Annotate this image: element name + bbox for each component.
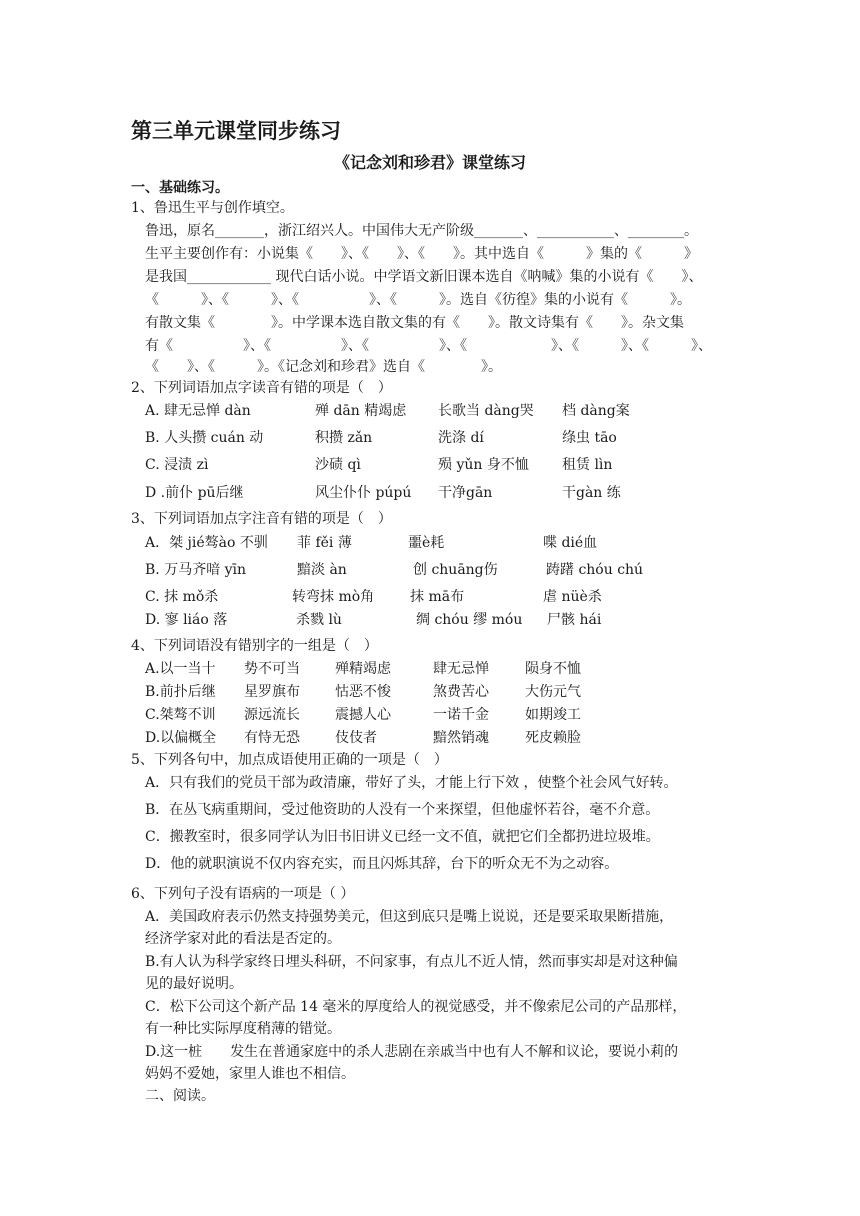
option-cell: 陨身不恤 xyxy=(525,661,581,677)
option-cell: 创 chuāng伤 xyxy=(413,562,498,578)
question-1-line: 生平主要创作有：小说集《 》、《 》、《 》。其中选自《 》集的《 》 xyxy=(145,246,698,262)
option-cell: 煞费苦心 xyxy=(433,684,489,700)
option-cell: 怙恶不悛 xyxy=(335,684,391,700)
question-6-line: 经济学家对此的看法是否定的。 xyxy=(145,931,341,947)
option-cell: 死皮赖脸 xyxy=(525,730,581,746)
option-cell: 黯然销魂 xyxy=(433,730,489,746)
option-cell: 杀戮 lù xyxy=(296,612,342,628)
question-1-line: 是我国____________ 现代白话小说。中学语文新旧课本选自《呐喊》集的小说有《 》、 xyxy=(145,269,703,285)
option-cell: 洗涤 dí xyxy=(438,430,484,446)
page-subtitle: 《记念刘和珍君》课堂练习 xyxy=(333,153,526,172)
option-cell: 殚精竭虑 xyxy=(335,661,391,677)
option-cell: 黯淡 àn xyxy=(297,562,347,578)
option-cell: 绦虫 tāo xyxy=(562,430,617,446)
option-cell: 源远流长 xyxy=(244,707,300,723)
question-5-option: C．搬教室时，很多同学认为旧书旧讲义已经一文不值，就把它们全都扔进垃圾堆。 xyxy=(145,829,660,845)
option-cell: C. 抹 mǒ杀 xyxy=(145,589,219,605)
option-cell: 星罗旗布 xyxy=(244,684,300,700)
option-cell: 踌躇 chóu chú xyxy=(546,562,644,578)
option-cell: A. 肆无忌惮 dàn xyxy=(145,403,251,419)
option-cell: D .前仆 pū后继 xyxy=(145,485,244,501)
section-heading-reading: 二、阅读。 xyxy=(145,1088,215,1104)
option-cell: D. 寥 liáo 落 xyxy=(145,612,228,628)
option-cell: 尸骸 hái xyxy=(547,612,602,628)
question-6-line: 有一种比实际厚度稍薄的错觉。 xyxy=(145,1021,341,1037)
option-cell: 殚 dān 精竭虑 xyxy=(315,403,407,419)
option-cell: B. 人头攒 cuán 动 xyxy=(145,430,264,446)
question-3-stem: 3、下列词语加点字注音有错的项是（ ） xyxy=(131,511,392,527)
option-cell: 喋 dié血 xyxy=(543,535,598,551)
option-cell: C. 浸渍 zì xyxy=(145,457,209,473)
option-cell: 沙碛 qì xyxy=(315,457,361,473)
question-1-line: 有《 》、《 》、《 》、《 》、《 》、《 》、 xyxy=(145,338,712,354)
option-cell: A.以一当十 xyxy=(145,661,216,677)
question-1-line: 有散文集《 》。中学课本选自散文集的有《 》。散文诗集有《 》。杂文集 xyxy=(145,315,684,331)
question-1-line: 鲁迅，原名_______，浙江绍兴人。中国伟大无产阶级_______、___________、________。 xyxy=(145,223,698,239)
option-cell: B.前扑后继 xyxy=(145,684,216,700)
option-cell: 一诺千金 xyxy=(433,707,489,723)
option-cell: 大伤元气 xyxy=(525,684,581,700)
option-cell: 长歌当 dàng哭 xyxy=(438,403,534,419)
option-cell: 档 dàng案 xyxy=(562,403,630,419)
option-cell: 噩è耗 xyxy=(408,535,445,551)
question-6-line: D.这一桩 发生在普通家庭中的杀人悲剧在亲戚当中也有人不解和议论，要说小莉的 xyxy=(145,1044,679,1060)
option-cell: 势不可当 xyxy=(244,661,300,677)
section-heading-basic: 一、基础练习。 xyxy=(131,180,229,196)
question-6-line: 见的最好说明。 xyxy=(145,976,243,992)
option-cell: 干gàn 练 xyxy=(562,485,621,501)
option-cell: 租赁 lìn xyxy=(562,457,613,473)
question-6-stem: 6、下列句子没有语病的一项是（ ） xyxy=(131,886,355,902)
option-cell: 转弯抹 mò角 xyxy=(292,589,375,605)
question-1-stem: 1、鲁迅生平与创作填空。 xyxy=(131,200,294,216)
option-cell: C.桀骜不训 xyxy=(145,707,216,723)
option-cell: 有恃无恐 xyxy=(244,730,300,746)
option-cell: 如期竣工 xyxy=(525,707,581,723)
option-cell: 虐 nüè杀 xyxy=(543,589,602,605)
option-cell: 殒 yǔn 身不恤 xyxy=(438,457,529,473)
option-cell: D.以偏概全 xyxy=(145,730,217,746)
option-cell: 绸 chóu 缪 móu xyxy=(416,612,523,628)
page-title: 第三单元课堂同步练习 xyxy=(131,119,341,143)
option-cell: 干净gān xyxy=(438,485,493,501)
option-cell: 风尘仆仆 púpú xyxy=(315,485,412,501)
question-1-line: 《 》、《 》、《 》、《 》。选自《彷徨》集的小说有《 》。 xyxy=(145,292,691,308)
option-cell: 抹 mā布 xyxy=(410,589,465,605)
option-cell: 肆无忌惮 xyxy=(433,661,489,677)
question-5-stem: 5、下列各句中，加点成语使用正确的一项是（ ） xyxy=(131,752,448,768)
question-5-option: B．在丛飞病重期间，受过他资助的人没有一个来探望，但他虚怀若谷，毫不介意。 xyxy=(145,802,660,818)
question-5-option: D．他的就职演说不仅内容充实，而且闪烁其辞，台下的听众无不为之动容。 xyxy=(145,856,619,872)
option-cell: A．桀 jié骜ào 不驯 xyxy=(145,535,268,551)
option-cell: 菲 fěi 薄 xyxy=(297,535,352,551)
question-5-option: A．只有我们的党员干部为政清廉，带好了头，才能上行下效 ，使整个社会风气好转。 xyxy=(145,775,678,791)
option-cell: 震撼人心 xyxy=(335,707,391,723)
question-6-line: 妈妈不爱她，家里人谁也不相信。 xyxy=(145,1066,355,1082)
question-6-line: A．美国政府表示仍然支持强势美元，但这到底只是嘴上说说，还是要采取果断措施， xyxy=(145,909,674,925)
option-cell: B. 万马齐喑 yīn xyxy=(145,562,247,578)
question-1-line: 《 》、《 》。《记念刘和珍君》选自《 》。 xyxy=(145,359,502,375)
option-cell: 伎伎者 xyxy=(335,730,377,746)
question-6-line: C．松下公司这个新产品 14 毫米的厚度给人的视觉感受，并不像索尼公司的产品那样， xyxy=(145,999,687,1015)
question-4-stem: 4、下列词语没有错别字的一组是（ ） xyxy=(131,638,378,654)
option-cell: 积攒 zǎn xyxy=(315,430,373,446)
question-6-line: B.有人认为科学家终日埋头科研，不问家事，有点儿不近人情，然而事实却是对这种偏 xyxy=(145,954,678,970)
question-2-stem: 2、下列词语加点字读音有错的项是（ ） xyxy=(131,380,392,396)
